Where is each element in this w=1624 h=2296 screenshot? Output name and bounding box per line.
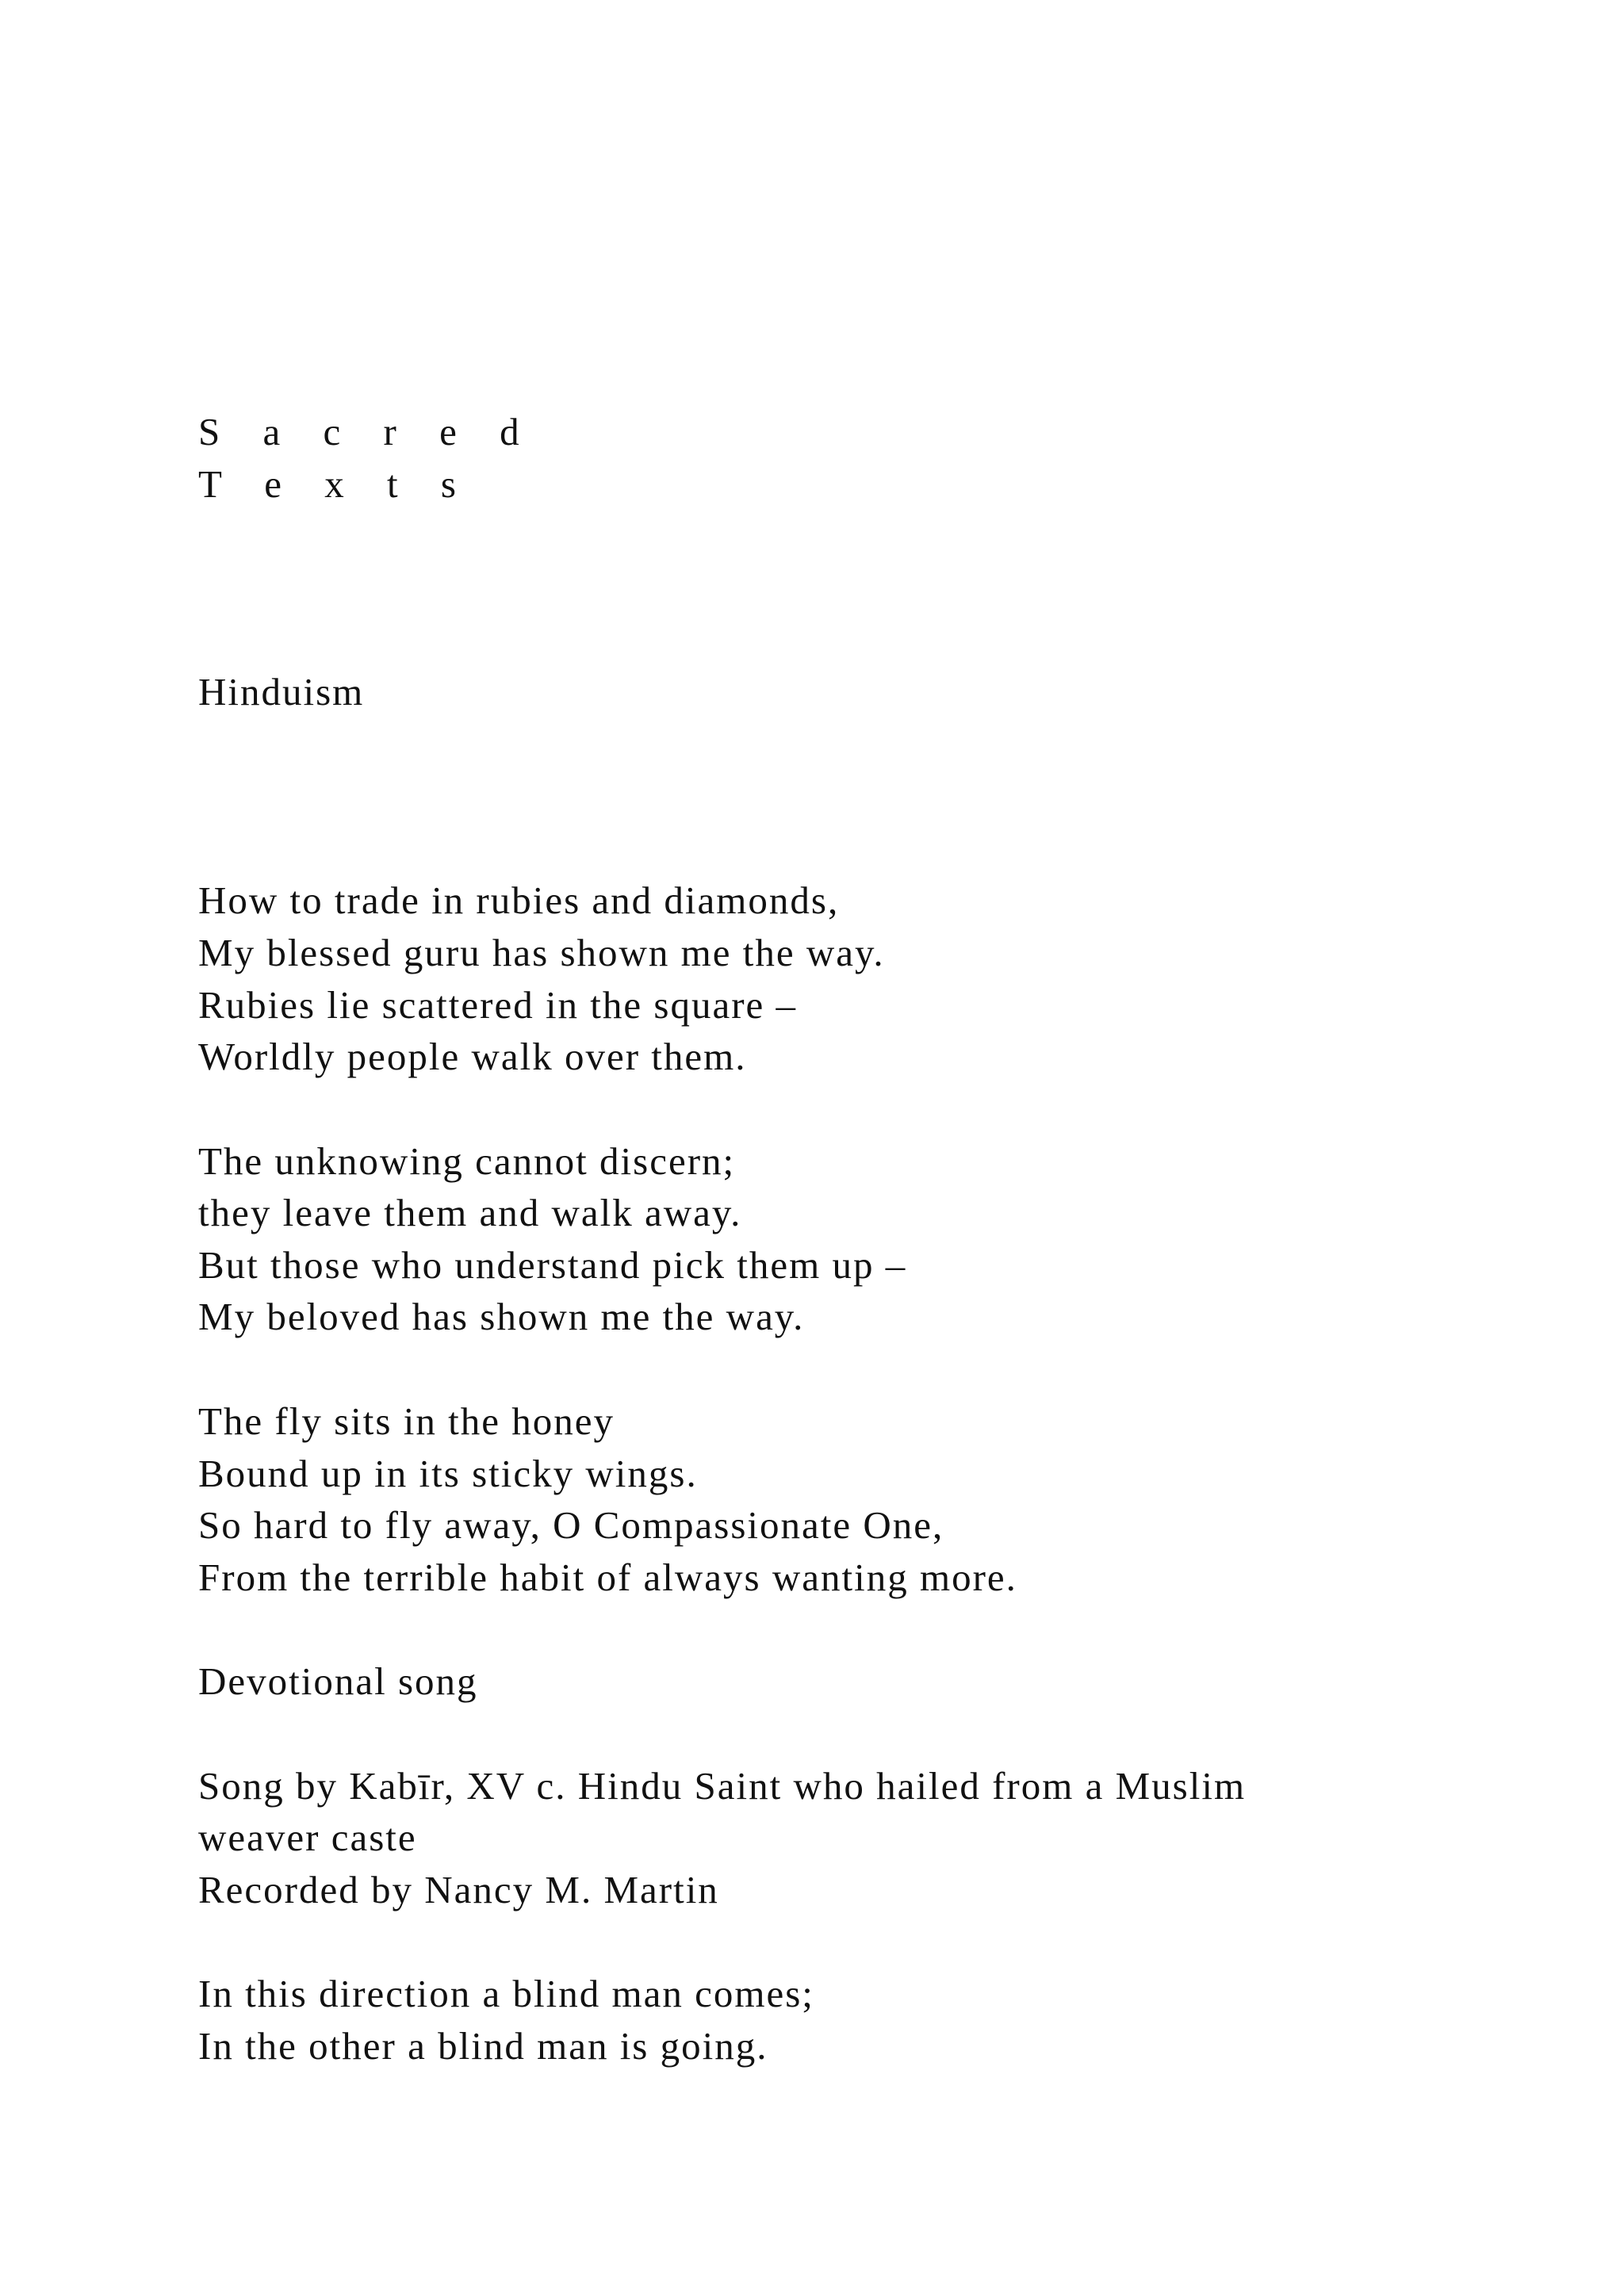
attribution-line: Song by Kabīr, XV c. Hindu Saint who hailed from a Muslim [198,1764,1247,1808]
poem-line: Rubies lie scattered in the square – [198,983,798,1027]
attribution-line: weaver caste [198,1816,417,1859]
poem-line: In the other a blind man is going. [198,2024,768,2068]
poem-line: But those who understand pick them up – [198,1243,907,1287]
poem-line: The unknowing cannot discern; [198,1139,736,1183]
genre-label: Devotional song [198,1659,478,1703]
poem-line: Bound up in its sticky wings. [198,1452,698,1495]
poem-line: Worldly people walk over them. [198,1035,747,1078]
attribution-line: Recorded by Nancy M. Martin [198,1868,719,1911]
poem-line: The fly sits in the honey [198,1399,615,1443]
poem-line: In this direction a blind man comes; [198,1972,814,2015]
poem-line: My blessed guru has shown me the way. [198,931,885,974]
poem-line: My beloved has shown me the way. [198,1295,805,1338]
title-line-2: T e x t s [198,462,473,506]
title-line-1: S a c r e d [198,410,536,453]
poem-line: How to trade in rubies and diamonds, [198,878,840,922]
poem-line: From the terrible habit of always wanting more. [198,1556,1017,1599]
poem-line: they leave them and walk away. [198,1191,742,1234]
poem-line: So hard to fly away, O Compassionate One, [198,1503,944,1547]
section-heading: Hinduism [198,670,365,714]
